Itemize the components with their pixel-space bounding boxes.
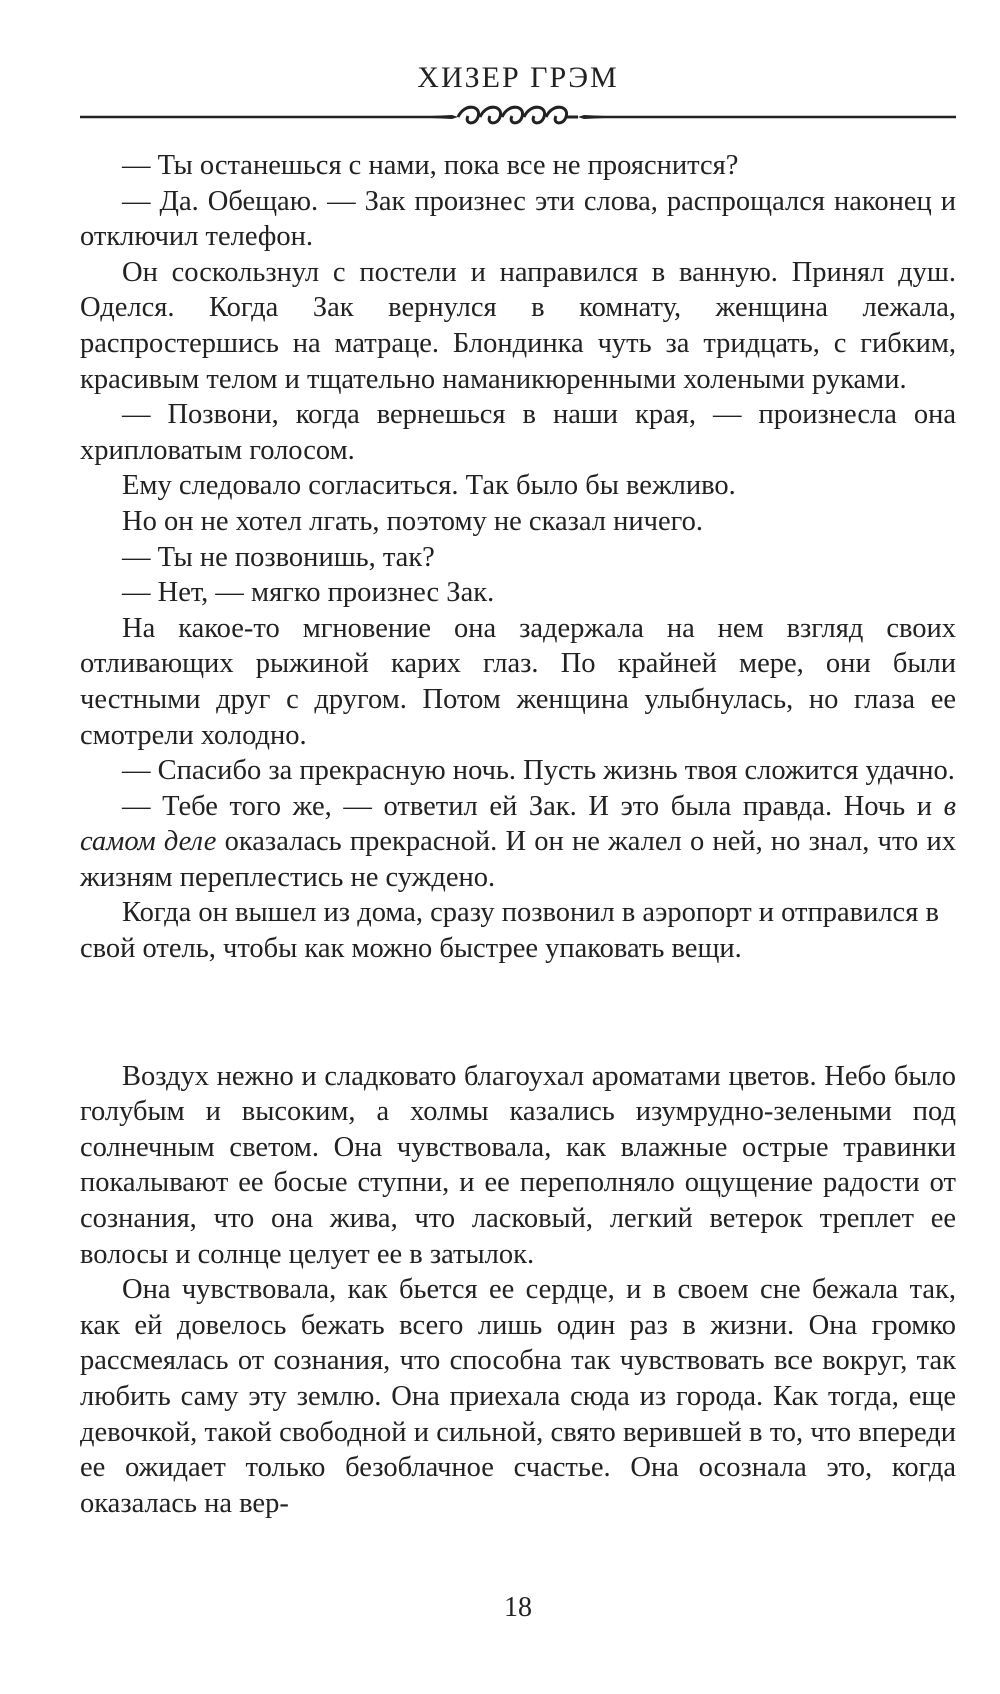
paragraph-dialog: — Ты останешься с нами, пока все не прояснится? xyxy=(122,150,739,181)
book-page xyxy=(80,0,956,1694)
page-number: 18 xyxy=(504,1592,532,1623)
paragraph-dialog: — Позвони, когда вернешься в наши края, — произнесла она хрипловатым голосом. xyxy=(80,399,956,466)
section-break xyxy=(80,967,956,1059)
paragraph: Она чувствовала, как бьется ее сердце, и в своем сне бежала так, как ей довелось бежать всего лишь один раз в жизни. Она громко рассмеялась от сознания, что способна так чувствовать все вокруг, так любить саму эту землю. Она приехала сюда из города. Как тогда, еще девочкой, такой свободной и сильной, свято верившей в то, что впереди ее ожидает только безоблачное счастье. Она осознала это, когда оказалась на вер- xyxy=(80,1274,956,1519)
paragraph-section-start: Воздух нежно и сладковато благоухал ароматами цветов. Небо было голубым и высоким, а холмы казались изумрудно-зелеными под солнечным светом. Она чувствовала, как влажные острые травинки покалывают ее босые ступни, и ее переполняло ощущение радости от сознания, что она жива, что ласковый, легкий ветерок треплет ее волосы и солнце целует ее в затылок. xyxy=(80,1060,956,1270)
paragraph: Ему следовало согласиться. Так было бы вежливо. xyxy=(122,470,736,502)
paragraph: Когда он вышел из дома, сразу позвонил в аэропорт и отправился в свой отель, чтобы как можно быстрее упаковать вещи. xyxy=(80,897,939,965)
paragraph-dialog: — Нет, — мягко произнес Зак. xyxy=(122,577,495,609)
paragraph-dialog: — Ты не позвонишь, так? xyxy=(122,541,435,573)
ornament-divider-icon xyxy=(80,104,956,130)
italic-phrase: в самом деле xyxy=(80,790,956,858)
paragraph: На какое-то мгновение она задержала на нем взгляд своих отливающих рыжиной карих глаз. По крайней мере, они были честными друг с другом. Потом женщина улыбнулась, но глаза ее смотрели холодно. xyxy=(80,612,956,751)
paragraph-dialog-with-italic xyxy=(80,789,956,896)
text-span: оказалась прекрасной. И он не жалел о ней, но знал, что их жизням переплестись не суждено. xyxy=(80,826,956,893)
running-title: ХИЗЕР ГРЭМ xyxy=(417,61,619,94)
paragraph-dialog: — Спасибо за прекрасную ночь. Пусть жизнь твоя сложится удачно. xyxy=(122,755,955,787)
paragraph: Но он не хотел лгать, поэтому не сказал ничего. xyxy=(122,505,703,537)
text-span: — Тебе того же, — ответил ей Зак. И это была правда. Ночь и xyxy=(122,790,944,822)
paragraph-dialog: — Да. Обещаю. — Зак произнес эти слова, распрощался наконец и отключил телефон. xyxy=(80,185,956,253)
body-text xyxy=(80,148,956,1521)
paragraph: Он соскользнул с постели и направился в ванную. Принял душ. Оделся. Когда Зак вернулся в комнату, женщина лежала, распростершись на матраце. Блондинка чуть за тридцать, с гибким, красивым телом и тщательно наманикюренными холеными руками. xyxy=(80,256,956,395)
